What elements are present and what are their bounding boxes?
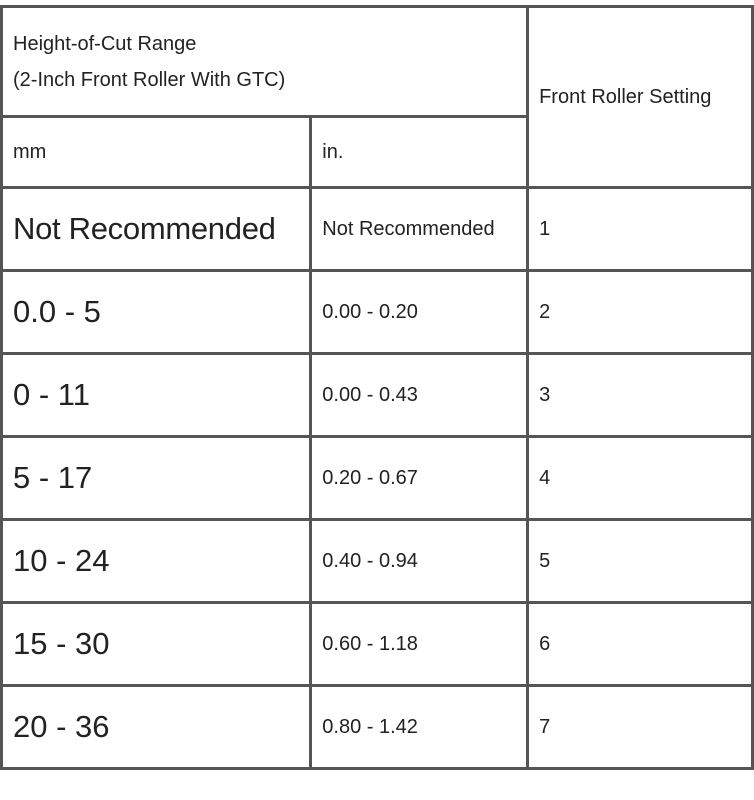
- mm-column-header: mm: [2, 117, 311, 188]
- range-header-subtitle: (2-Inch Front Roller With GTC): [13, 68, 286, 91]
- mm-cell: 15 - 30: [2, 603, 311, 686]
- inch-column-header: in.: [311, 117, 528, 188]
- mm-cell: 0 - 11: [2, 354, 311, 437]
- table-row: [2, 271, 753, 354]
- setting-cell: 2: [528, 271, 753, 354]
- table-row: [2, 354, 753, 437]
- table-row: [2, 520, 753, 603]
- table-row: [2, 437, 753, 520]
- mm-cell: 0.0 - 5: [2, 271, 311, 354]
- inch-cell: 0.20 - 0.67: [311, 437, 528, 520]
- inch-cell: 0.00 - 0.20: [311, 271, 528, 354]
- inch-cell: 0.60 - 1.18: [311, 603, 528, 686]
- inch-cell: 0.80 - 1.42: [311, 686, 528, 769]
- setting-cell: 3: [528, 354, 753, 437]
- mm-cell: 20 - 36: [2, 686, 311, 769]
- setting-cell: 4: [528, 437, 753, 520]
- front-roller-setting-header: Front Roller Setting: [528, 7, 753, 188]
- inch-cell: 0.40 - 0.94: [311, 520, 528, 603]
- mm-cell: 5 - 17: [2, 437, 311, 520]
- inch-cell: Not Recommended: [311, 188, 528, 271]
- setting-cell: 7: [528, 686, 753, 769]
- setting-cell: 5: [528, 520, 753, 603]
- height-of-cut-table: [0, 5, 754, 770]
- mm-cell: 10 - 24: [2, 520, 311, 603]
- range-header-cell: [2, 7, 528, 117]
- mm-cell: Not Recommended: [2, 188, 311, 271]
- table-row: [2, 686, 753, 769]
- setting-cell: 6: [528, 603, 753, 686]
- range-header-title: Height-of-Cut Range: [13, 32, 197, 55]
- table-row: [2, 188, 753, 271]
- setting-cell: 1: [528, 188, 753, 271]
- inch-cell: 0.00 - 0.43: [311, 354, 528, 437]
- table-row: [2, 603, 753, 686]
